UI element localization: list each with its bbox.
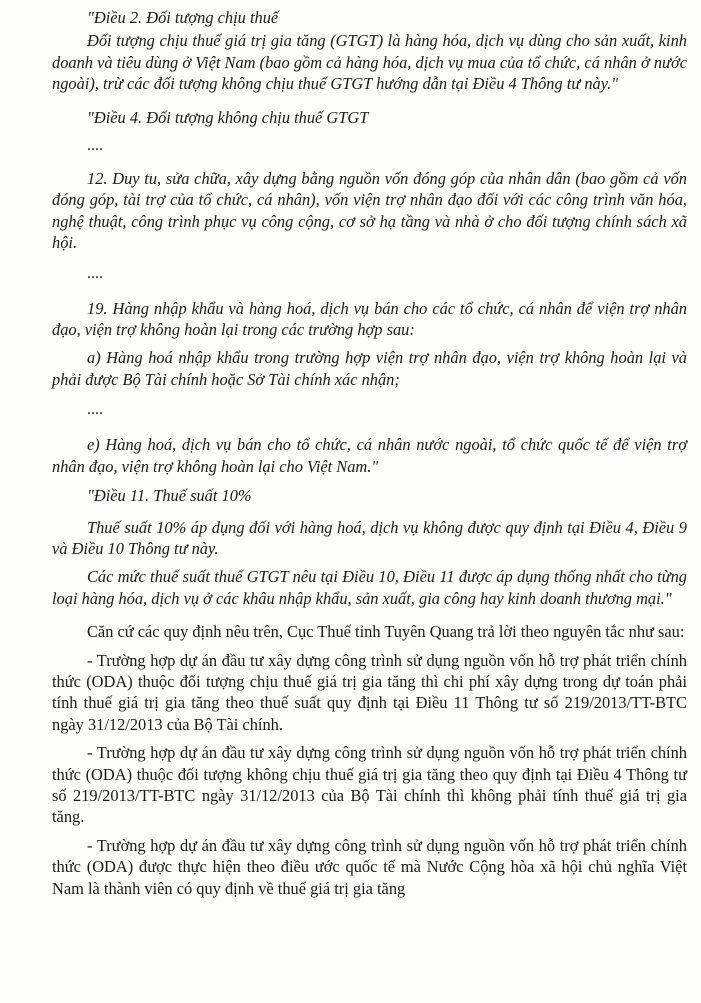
item-19: 19. Hàng nhập khẩu và hàng hoá, dịch vụ bán cho các tổ chức, cá nhân để viện trợ nhân đạo, viện trợ không hoàn lại trong các trường hợp sau: bbox=[52, 298, 687, 340]
item-12: 12. Duy tu, sửa chữa, xây dựng bằng nguồn vốn đóng góp của nhân dân (bao gồm cả vốn đóng góp, tài trợ của tổ chức, cá nhân), vốn viện trợ nhân đạo đối với các công trình văn hóa, nghệ thuật, công trình phục vụ công cộng, cơ sở hạ tầng và nhà ở cho đối tượng chính sách xã hội. bbox=[52, 169, 687, 253]
article-11-title: "Điều 11. Thuế suất 10% bbox=[87, 486, 252, 506]
article-2-body-text: Đối tượng chịu thuế giá trị gia tăng (GTGT) là hàng hóa, dịch vụ dùng cho sản xuất, kinh doanh và tiêu dùng ở Việt Nam (bao gồm cả hàng hóa, dịch vụ mua của tổ chức, cá nhân ở nước ngoài), trừ các đối tượng không chịu thuế GTGT hướng dẫn tại Điều 4 Thông tư này." bbox=[52, 31, 687, 94]
item-19e: e) Hàng hoá, dịch vụ bán cho tổ chức, cá nhân nước ngoài, tổ chức quốc tế để viện trợ nhân đạo, viện trợ không hoàn lại cho Việt Nam." bbox=[52, 435, 687, 476]
article-4-title: "Điều 4. Đối tượng không chịu thuế GTGT bbox=[87, 107, 369, 127]
response-case-3: - Trường hợp dự án đầu tư xây dựng công trình sử dụng nguồn vốn hỗ trợ phát triển chính thức (ODA) được thực hiện theo điều ước quốc tế mà Nước Cộng hòa xã hội chủ nghĩa Việt Nam là thành viên có quy định về thuế giá trị gia tăng bbox=[52, 835, 687, 898]
response-case-1: - Trường hợp dự án đầu tư xây dựng công trình sử dụng nguồn vốn hỗ trợ phát triển chính thức (ODA) thuộc đối tượng chịu thuế giá trị gia tăng thì chi phí xây dựng trong dự toán phải tính thuế giá trị gia tăng theo thuế suất quy định tại Điều 11 Thông tư số 219/2013/TT-BTC ngày 31/12/2013 của Bộ Tài chính. bbox=[52, 650, 687, 734]
ellipsis-3: .... bbox=[87, 401, 103, 419]
response-intro: Căn cứ các quy định nêu trên, Cục Thuế tỉnh Tuyên Quang trả lời theo nguyên tắc như sau: bbox=[87, 622, 685, 642]
article-2-title: "Điều 2. Đối tượng chịu thuế bbox=[87, 8, 279, 27]
ellipsis-1: .... bbox=[87, 137, 103, 155]
article-2-body bbox=[0, 30, 687, 94]
response-case-2: - Trường hợp dự án đầu tư xây dựng công trình sử dụng nguồn vốn hỗ trợ phát triển chính thức (ODA) thuộc đối tượng không chịu thuế giá trị gia tăng theo quy định tại Điều 4 Thông tư số 219/2013/TT-BTC ngày 31/12/2013 của Bộ Tài chính thì không phải tính thuế giá trị gia tăng. bbox=[52, 743, 687, 827]
article-11-body-2: Các mức thuế suất thuế GTGT nêu tại Điều 10, Điều 11 được áp dụng thống nhất cho từng loại hàng hóa, dịch vụ ở các khâu nhập khẩu, sản xuất, gia công hay kinh doanh thương mại." bbox=[52, 567, 687, 608]
article-11-body-1: Thuế suất 10% áp dụng đối với hàng hoá, dịch vụ không được quy định tại Điều 4, Điều 9 và Điều 10 Thông tư này. bbox=[52, 517, 687, 558]
item-19a: a) Hàng hoá nhập khẩu trong trường hợp viện trợ nhân đạo, viện trợ không hoàn lại và phải được Bộ Tài chính hoặc Sở Tài chính xác nhận; bbox=[52, 348, 687, 389]
ellipsis-2: .... bbox=[87, 264, 103, 282]
